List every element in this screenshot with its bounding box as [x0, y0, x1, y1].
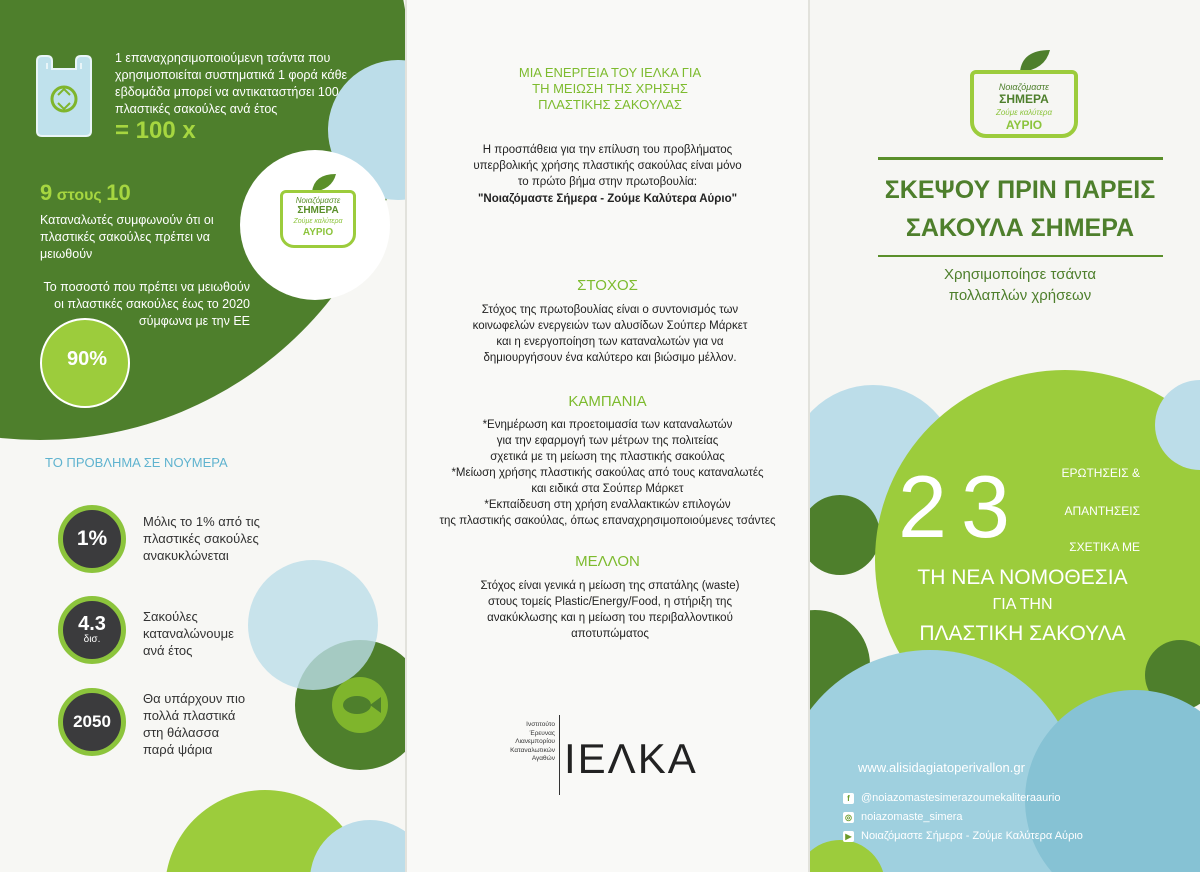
stat-sub-2: δισ.: [83, 634, 101, 645]
logo-line3: Ζούμε καλύτερα: [293, 218, 343, 225]
social-facebook[interactable]: [843, 792, 1060, 804]
social-instagram-text: noiazomaste_simera: [861, 811, 963, 823]
campaign-line: σχετικά με τη μείωση της πλαστικής σακούλας: [490, 451, 725, 463]
consumers-word: στους: [56, 187, 102, 204]
future-text: Στόχος είναι γενικά η μείωση της σπατάλης (waste) στους τομείς Plastic/Energy/Food, η στήριξη της ανακύκλωσης και η μείωση του περιβαλλοντικού αποτυπώματος: [480, 580, 740, 640]
logo-line4: ΑΥΡΙΟ: [1005, 118, 1043, 132]
ielka-logo: [500, 715, 720, 795]
goal-title: ΣΤΟΧΟΣ: [577, 277, 638, 294]
campaign-line: *Εκπαίδευση στη χρήση εναλλακτικών επιλογών: [484, 499, 731, 511]
social-facebook-text: @noiazomastesimerazoumekaliteraaurio: [861, 792, 1061, 804]
fold-line-1: [405, 0, 407, 872]
title-rule-bottom: [878, 255, 1163, 257]
fold-line-2: [808, 0, 810, 872]
ielka-divider: [559, 715, 560, 795]
social-youtube[interactable]: [843, 830, 1083, 842]
bag-stat-equals: = 100 x: [115, 117, 196, 144]
campaign-line: για την εφαρμογή των μέτρων της πολιτείας: [496, 435, 719, 447]
campaign-line: *Ενημέρωση και προετοιμασία των καταναλωτών: [482, 419, 733, 431]
big-number-23: 23: [898, 457, 1024, 556]
future-title: ΜΕΛΛΟΝ: [575, 553, 640, 570]
consumers-headline: [40, 180, 131, 206]
facebook-icon: f: [843, 793, 854, 804]
social-youtube-text: Νοιαζόμαστε Σήμερα - Ζούμε Καλύτερα Αύριο: [861, 830, 1083, 842]
stat-text-3: Θα υπάρχουν πιο πολλά πλαστικά στη θάλασσα παρά ψάρια: [143, 691, 246, 757]
campaign-list: [405, 417, 810, 529]
law-line1: ΤΗ ΝΕΑ ΝΟΜΟΘΕΣΙΑ: [917, 566, 1128, 589]
eu-text: Το ποσοστό που πρέπει να μειωθούν οι πλαστικές σακούλες έως το 2020 σύμφωνα με την ΕΕ: [43, 280, 250, 328]
ielka-small-line: Λιανεμπορίου: [515, 738, 555, 745]
consumers-num2: 10: [106, 180, 131, 205]
stat-circle-2: [58, 596, 126, 664]
ielka-small-line: Έρευνας: [529, 729, 555, 737]
intro-quote: "Νοιαζόμαστε Σήμερα - Ζούμε Καλύτερα Αύριο": [477, 193, 738, 205]
ielka-small-line: Ινστιτούτο: [526, 721, 555, 728]
website-link[interactable]: www.alisidagiatoperivallon.gr: [858, 760, 1025, 775]
campaign-line: και ειδικά στα Σούπερ Μάρκετ: [531, 483, 684, 495]
eu-value: 90%: [66, 348, 108, 370]
logo-line4: ΑΥΡΙΟ: [302, 227, 334, 238]
stat-text-2: Σακούλες καταναλώνουμε ανά έτος: [143, 609, 234, 658]
law-line2: ΓΙΑ ΤΗΝ: [992, 596, 1053, 613]
intro-title: ΜΙΑ ΕΝΕΡΓΕΙΑ ΤΟΥ ΙΕΛΚΑ ΓΙΑ ΤΗ ΜΕΙΩΣΗ ΤΗΣ ΧΡΗΣΗΣ ΠΛΑΣΤΙΚΗΣ ΣΑΚΟΥΛΑΣ: [518, 65, 702, 112]
title-rule-top: [878, 157, 1163, 160]
ielka-big-text: ΙΕΛΚΑ: [564, 735, 698, 782]
campaign-logo-top: [970, 48, 1078, 138]
subtitle-line1: Χρησιμοποίησε τσάντα: [943, 266, 1097, 283]
right-panel: [810, 0, 1200, 872]
logo-line1: Νοιαζόμαστε: [998, 82, 1050, 92]
stat-value-3: 2050: [73, 712, 111, 731]
subtitle-line2: πολλαπλών χρήσεων: [948, 287, 1092, 304]
consumers-text: Καταναλωτές συμφωνούν ότι οι πλαστικές σακούλες πρέπει να μειωθούν: [40, 213, 214, 261]
logo-line2: ΣΗΜΕΡΑ: [297, 205, 339, 216]
campaign-line: *Μείωση χρήσης πλαστικής σακούλας από τους καταναλωτές: [451, 467, 764, 479]
ielka-small-text: [500, 721, 555, 764]
campaign-title: ΚΑΜΠΑΝΙΑ: [568, 393, 647, 410]
social-instagram[interactable]: [843, 811, 963, 823]
campaign-logo: [280, 172, 356, 252]
logo-line1: Νοιαζόμαστε: [295, 196, 341, 205]
law-line3: ΠΛΑΣΤΙΚΗ ΣΑΚΟΥΛΑ: [919, 622, 1126, 645]
problem-title: ΤΟ ΠΡΟΒΛΗΜΑ ΣΕ ΝΟΥΜΕΡΑ: [45, 455, 228, 470]
middle-panel: [405, 0, 810, 872]
goal-text: Στόχος της πρωτοβουλίας είναι ο συντονισμός των κοινωφελών ενεργειών των αλυσίδων Σούπερ Μάρκετ και η ενεργοποίηση των καταναλωτών για να δημιουργήσουν ένα καλύτερο και βιώσιμο μέλλον.: [472, 304, 748, 364]
light-blue-circle-bottom: [248, 560, 378, 690]
stat-value-1: 1%: [76, 527, 108, 550]
main-title-line1: ΣΚΕΨΟΥ ΠΡΙΝ ΠΑΡΕΙΣ: [884, 176, 1156, 204]
stat-value-2: 4.3: [78, 613, 106, 635]
stat-circle-1: [58, 505, 126, 573]
stat-circle-3: [58, 688, 126, 756]
main-title-line2: ΣΑΚΟΥΛΑ ΣΗΜΕΡΑ: [905, 214, 1135, 242]
ielka-small-line: Καταναλωτικών: [510, 746, 555, 754]
ielka-small-line: Αγαθών: [531, 755, 555, 762]
campaign-line: της πλαστικής σακούλας, όπως επαναχρησιμοποιούμενες τσάντες: [439, 515, 776, 527]
shopping-bag-icon: [33, 55, 95, 137]
consumers-num: 9: [40, 180, 53, 205]
intro-text: Η προσπάθεια για την επίλυση του προβλήματος υπερβολικής χρήσης πλαστικής σακούλας είναι μόνο το πρώτο βήμα στην πρωτοβουλία:: [473, 144, 742, 188]
youtube-icon: ▶: [843, 831, 854, 842]
dark-green-circle-small: [810, 495, 880, 575]
left-panel: [0, 0, 405, 872]
logo-line2: ΣΗΜΕΡΑ: [999, 92, 1049, 106]
stat-text-1: Μόλις το 1% από τις πλαστικές σακούλες ανακυκλώνεται: [143, 514, 260, 563]
qa-line2: ΑΠΑΝΤΗΣΕΙΣ: [1064, 504, 1140, 518]
logo-line3: Ζούμε καλύτερα: [995, 108, 1053, 117]
instagram-icon: ◎: [843, 812, 854, 823]
qa-line1: ΕΡΩΤΗΣΕΙΣ &: [1061, 466, 1140, 480]
bag-stat-text: 1 επαναχρησιμοποιούμενη τσάντα που χρησιμοποιείται συστηματικά 1 φορά κάθε εβδομάδα μπορεί να αντικαταστήσει 100 πλαστικές σακούλες ανά έτος: [115, 51, 348, 116]
qa-line3: ΣΧΕΤΙΚΑ ΜΕ: [1069, 540, 1140, 554]
